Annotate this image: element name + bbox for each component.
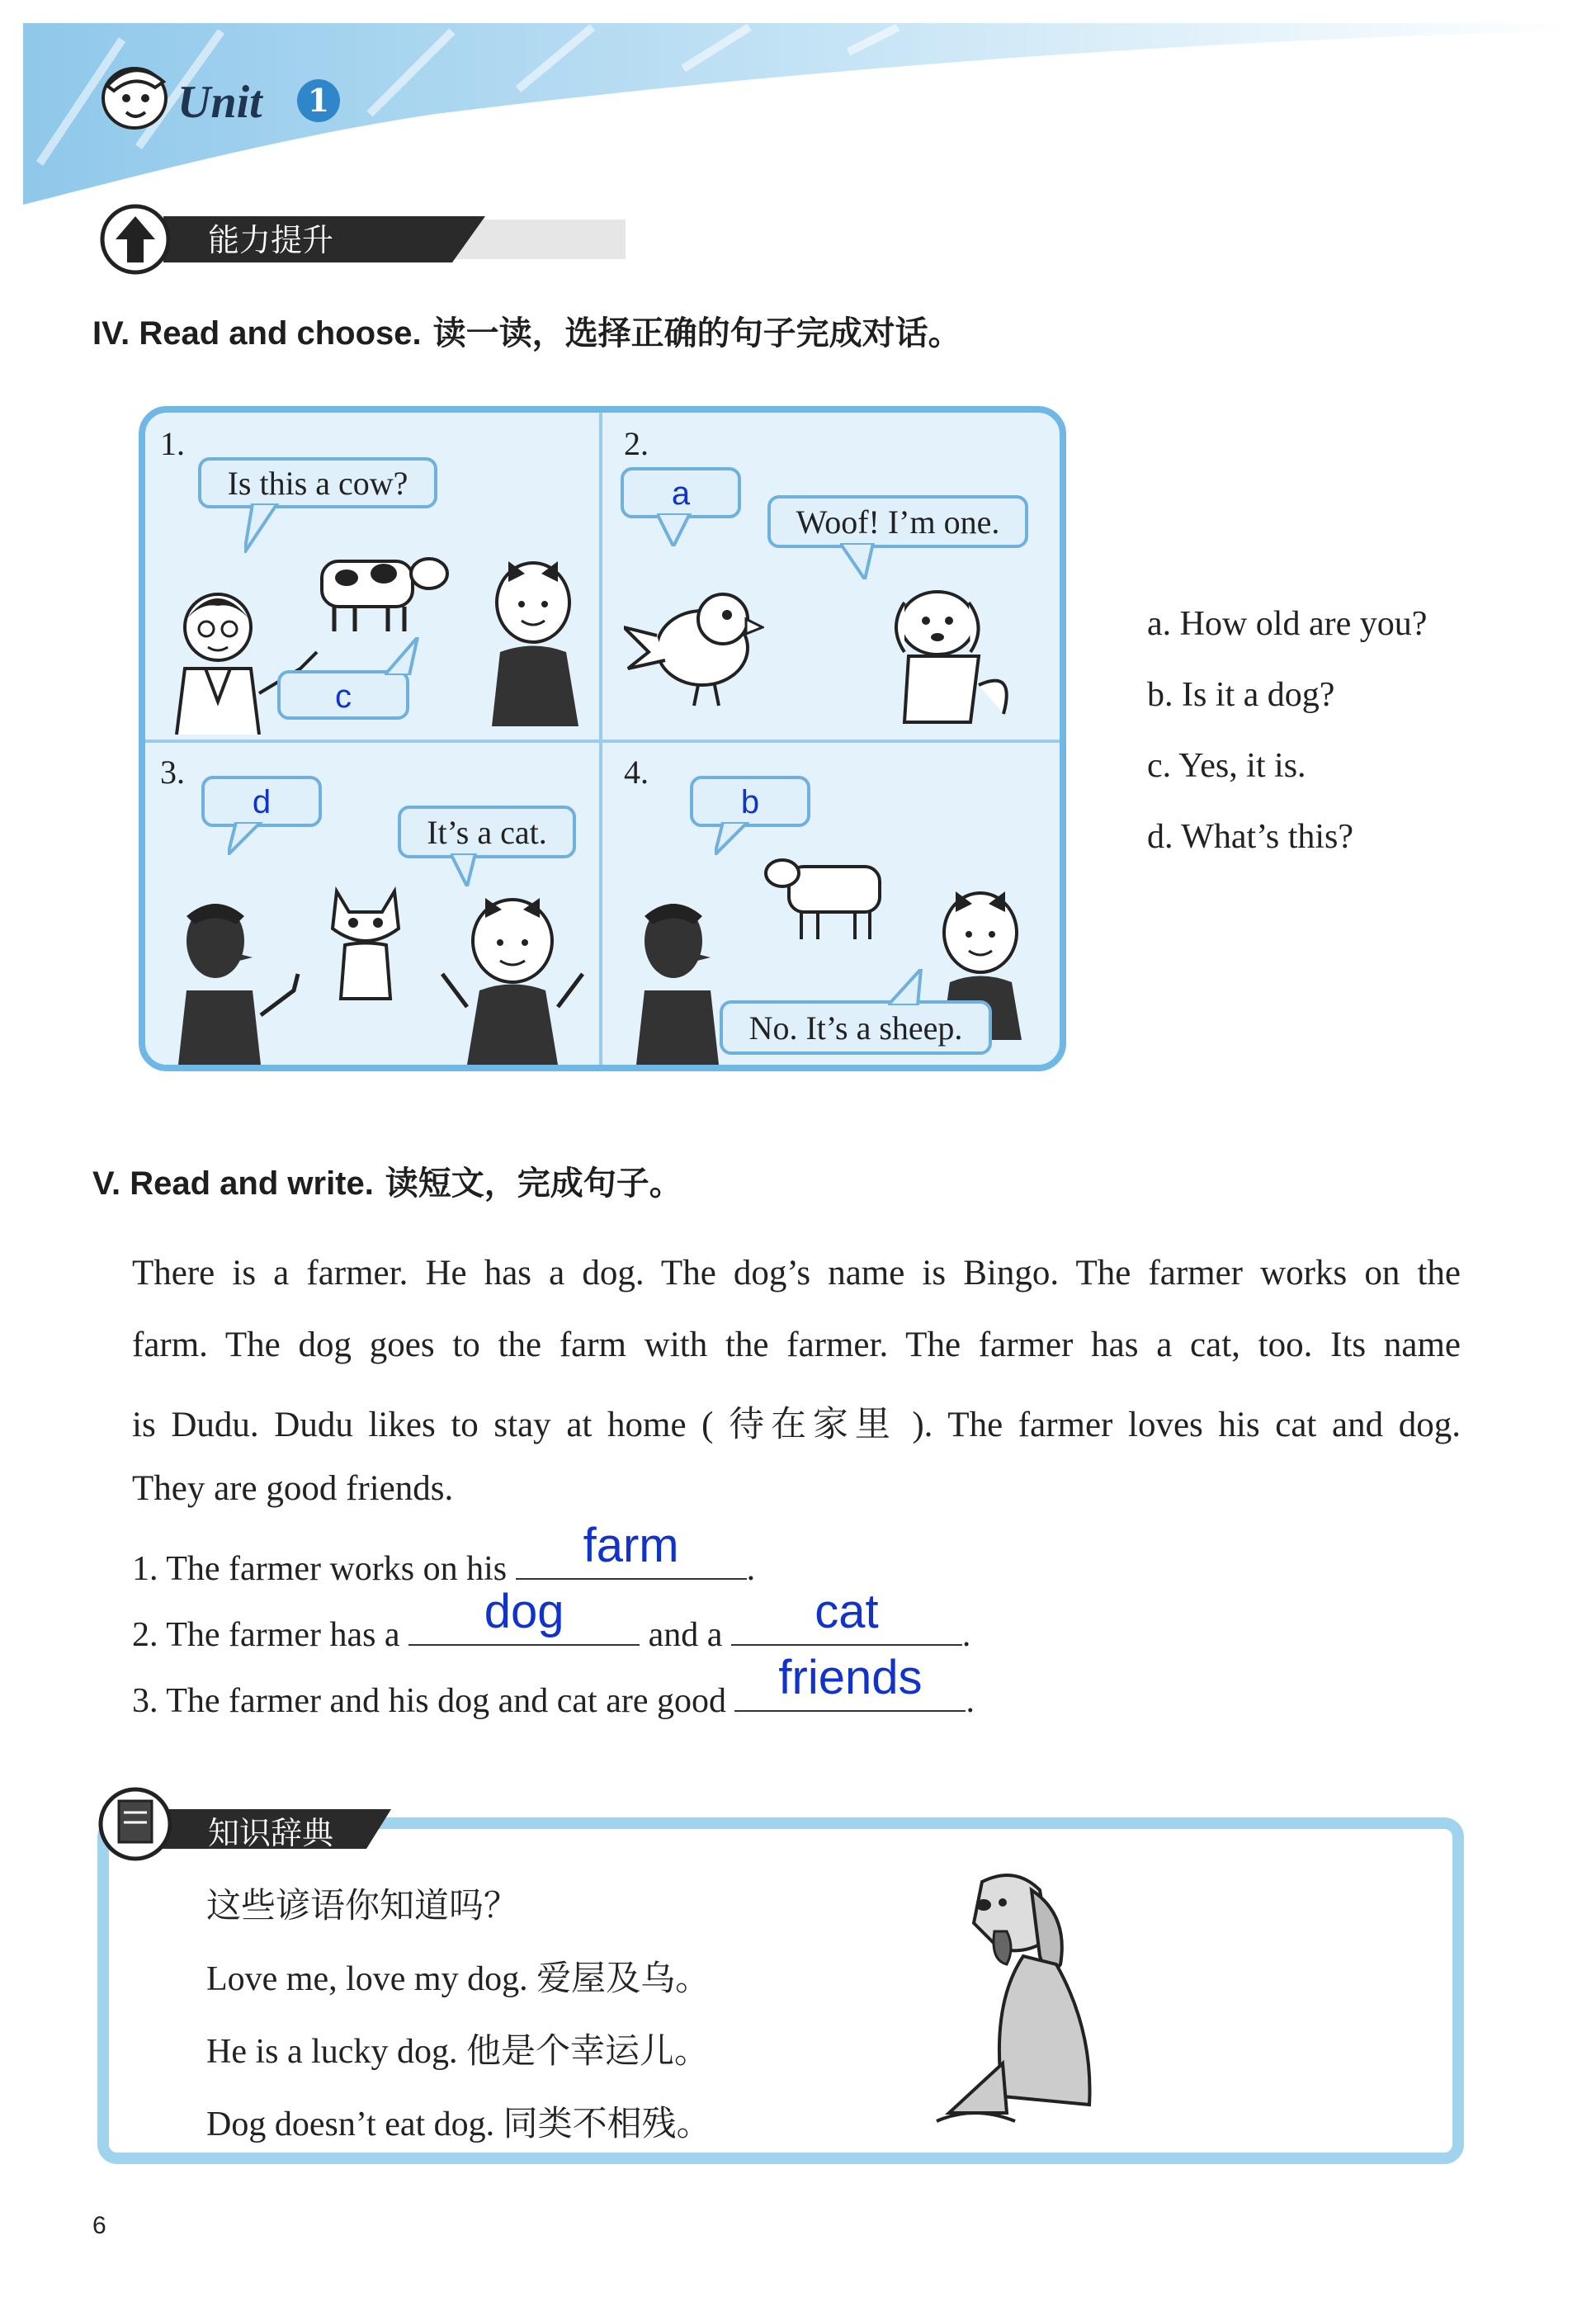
option-c: c. Yes, it is. [1147,747,1306,785]
panel-3-number: 3. [160,754,185,791]
man-icon [170,891,302,1065]
section4-heading-zh: 读一读，选择正确的句子完成对话。 [432,314,961,352]
panel-1-answer-bubble [277,670,409,720]
question-2-answer-1: dog [484,1585,564,1638]
dog-icon [871,578,1036,726]
panel-4-answer: b [740,784,760,820]
panel-4-bubble-reply: No. It’s a sheep. [720,1000,992,1055]
panel-3-answer-bubble [201,776,322,827]
dictionary-line: Love me, love my dog. 爱屋及乌。 [206,1960,711,1998]
question-3-end: . [966,1682,975,1720]
question-1-end: . [746,1550,756,1588]
question-1-answer: farm [583,1519,679,1572]
passage-line: There is a farmer. He has a dog. The dog’s name is Bingo. The farmer works on the [132,1254,1461,1293]
panel-2-answer-bubble [621,467,741,518]
question-2-text: 2. The farmer has a [132,1616,400,1654]
question-2-blank-1[interactable] [408,1585,640,1646]
panel-2-bubble-reply: Woof! I’m one. [767,495,1028,548]
panel-2-answer: a [671,475,691,512]
section5-heading-zh: 读短文，完成句子。 [385,1164,682,1203]
question-3 [132,1651,975,1721]
panel-4-number: 4. [624,754,649,791]
panel-2-number: 2. [624,425,649,462]
question-1-text: 1. The farmer works on his [132,1550,508,1588]
question-3-blank[interactable] [734,1651,966,1712]
bubble-tail [715,822,756,855]
question-3-text: 3. The farmer and his dog and cat are good [132,1682,726,1720]
panel-1-bubble-question: Is this a cow? [198,457,437,508]
panel-3-answer: d [252,784,272,820]
passage-line: farm. The dog goes to the farm with the farmer. The farmer has a cat, too. Its name [132,1326,1461,1364]
question-2-mid: and a [648,1616,723,1654]
passage-line: is Dudu. Dudu likes to stay at home ( 待在家里 ). The farmer loves his cat and dog. [132,1406,1461,1444]
bubble-tail [888,969,929,1005]
question-3-answer: friends [778,1651,923,1704]
cat-icon [320,883,411,1007]
panel-1-answer: c [335,678,352,715]
unit-title: Unit [177,77,262,128]
dictionary-line: Dog doesn’t eat dog. 同类不相残。 [206,2105,711,2143]
section4-heading-en: IV. Read and choose. [92,315,422,352]
panel-1-number: 1. [160,425,185,462]
unit-number: 1 [297,79,340,122]
option-a: a. How old are you? [1147,605,1428,643]
bubble-tail [657,513,698,546]
section5-heading [92,1157,682,1204]
girl-icon [434,883,591,1065]
bubble-tail [451,853,484,886]
page-number: 6 [92,2212,106,2239]
question-2-end: . [961,1616,971,1654]
question-2-blank-2[interactable] [731,1585,962,1646]
ability-banner [97,198,626,281]
question-2-answer-2: cat [815,1585,879,1638]
mascot-icon [89,53,180,135]
sheep-icon [764,850,888,941]
question-1-blank[interactable] [516,1519,747,1580]
section4-heading [92,307,961,354]
question-2 [132,1585,971,1655]
bubble-tail [244,503,294,553]
girl-icon [484,545,591,726]
comic-panel [139,406,1066,1071]
panel-4-answer-bubble [690,776,810,827]
bubble-tail [840,543,881,579]
dictionary-line: He is a lucky dog. 他是个幸运儿。 [206,2033,709,2071]
ability-banner-label: 能力提升 [208,222,334,258]
panel-3-bubble-reply: It’s a cat. [398,806,576,858]
bubble-tail [385,637,426,675]
bird-icon [624,569,764,710]
dictionary-banner [94,1766,589,1865]
bubble-tail [228,822,269,855]
section5-heading-en: V. Read and write. [92,1165,374,1202]
passage-line: They are good friends. [132,1469,454,1508]
question-1 [132,1519,756,1589]
cow-icon [305,536,454,636]
dictionary-line: 这些谚语你知道吗？ [206,1888,519,1926]
option-d: d. What’s this? [1147,818,1354,856]
dictionary-banner-label: 知识辞典 [208,1815,334,1851]
sitting-dog-icon [924,1865,1106,2138]
option-b: b. Is it a dog? [1147,676,1335,714]
